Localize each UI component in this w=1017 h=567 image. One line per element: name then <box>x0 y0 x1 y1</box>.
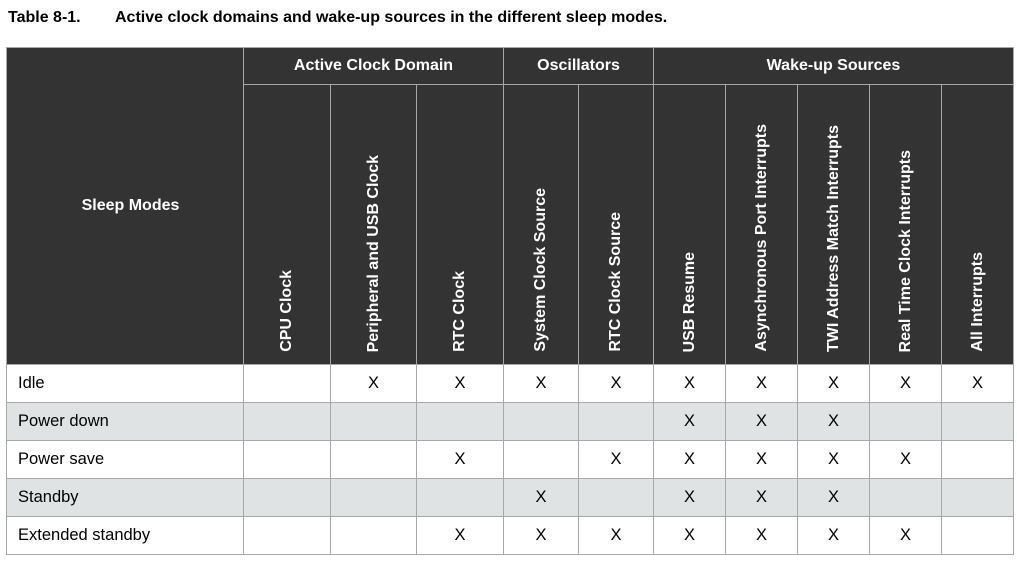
table-cell <box>331 517 417 555</box>
table-cell: X <box>798 441 870 479</box>
table-cell: X <box>504 365 579 403</box>
group-wake-up-sources: Wake-up Sources <box>654 48 1014 85</box>
row-mode: Extended standby <box>7 517 244 555</box>
table-cell: X <box>654 441 726 479</box>
table-cell <box>244 517 331 555</box>
table-cell: X <box>942 365 1014 403</box>
table-cell <box>504 403 579 441</box>
group-active-clock-domain: Active Clock Domain <box>244 48 504 85</box>
table-cell: X <box>504 517 579 555</box>
table-cell: X <box>726 517 798 555</box>
table-cell <box>942 441 1014 479</box>
table-cell <box>870 403 942 441</box>
table-cell <box>870 479 942 517</box>
table-cell <box>331 403 417 441</box>
table-cell: X <box>870 441 942 479</box>
table-cell: X <box>798 365 870 403</box>
table-cell <box>417 403 504 441</box>
table-cell <box>331 441 417 479</box>
table-number: Table 8-1. <box>8 9 81 26</box>
table-cell <box>579 403 654 441</box>
table-cell: X <box>726 403 798 441</box>
sleep-modes-table <box>6 47 1014 555</box>
table-cell: X <box>726 479 798 517</box>
table-cell <box>244 365 331 403</box>
table-cell: X <box>798 479 870 517</box>
col-header-system-clock-source: System Clock Source <box>504 85 579 365</box>
col-header-peripheral-usb-clock: Peripheral and USB Clock <box>331 85 417 365</box>
table-cell: X <box>870 517 942 555</box>
col-header-async-port-interrupts: Asynchronous Port Interrupts <box>726 85 798 365</box>
table-cell: X <box>417 517 504 555</box>
table-cell: X <box>726 441 798 479</box>
table-cell: X <box>798 403 870 441</box>
table-cell <box>331 479 417 517</box>
table-title: Active clock domains and wake-up sources in the different sleep modes. <box>115 9 668 26</box>
col-header-cpu-clock: CPU Clock <box>244 85 331 365</box>
group-oscillators: Oscillators <box>504 48 654 85</box>
table-cell: X <box>798 517 870 555</box>
row-mode: Power save <box>7 441 244 479</box>
table-row <box>7 517 1014 555</box>
table-cell <box>942 479 1014 517</box>
row-mode: Idle <box>7 365 244 403</box>
table-cell: X <box>504 479 579 517</box>
table-cell: X <box>417 441 504 479</box>
col-header-rtc-interrupts: Real Time Clock Interrupts <box>870 85 942 365</box>
row-mode: Power down <box>7 403 244 441</box>
table-cell: X <box>331 365 417 403</box>
sleep-modes-header: Sleep Modes <box>7 48 244 365</box>
table-row <box>7 403 1014 441</box>
table-cell <box>579 479 654 517</box>
col-header-all-interrupts: All Interrupts <box>942 85 1014 365</box>
table-cell <box>244 479 331 517</box>
table-cell <box>417 479 504 517</box>
row-mode: Standby <box>7 479 244 517</box>
table-row <box>7 479 1014 517</box>
table-cell <box>244 441 331 479</box>
table-cell: X <box>654 365 726 403</box>
table-cell: X <box>579 517 654 555</box>
table-cell: X <box>417 365 504 403</box>
table-cell: X <box>654 403 726 441</box>
table-cell <box>504 441 579 479</box>
table-cell <box>942 403 1014 441</box>
table-cell: X <box>870 365 942 403</box>
col-header-rtc-clock-source: RTC Clock Source <box>579 85 654 365</box>
table-cell: X <box>654 479 726 517</box>
table-row <box>7 441 1014 479</box>
col-header-usb-resume: USB Resume <box>654 85 726 365</box>
table-cell <box>244 403 331 441</box>
table-caption <box>8 9 667 27</box>
table-cell: X <box>654 517 726 555</box>
table-cell <box>942 517 1014 555</box>
col-header-rtc-clock: RTC Clock <box>417 85 504 365</box>
col-header-twi-address-match-interrupts: TWI Address Match Interrupts <box>798 85 870 365</box>
table-cell: X <box>579 441 654 479</box>
table-cell: X <box>726 365 798 403</box>
table-cell: X <box>579 365 654 403</box>
table-row <box>7 365 1014 403</box>
